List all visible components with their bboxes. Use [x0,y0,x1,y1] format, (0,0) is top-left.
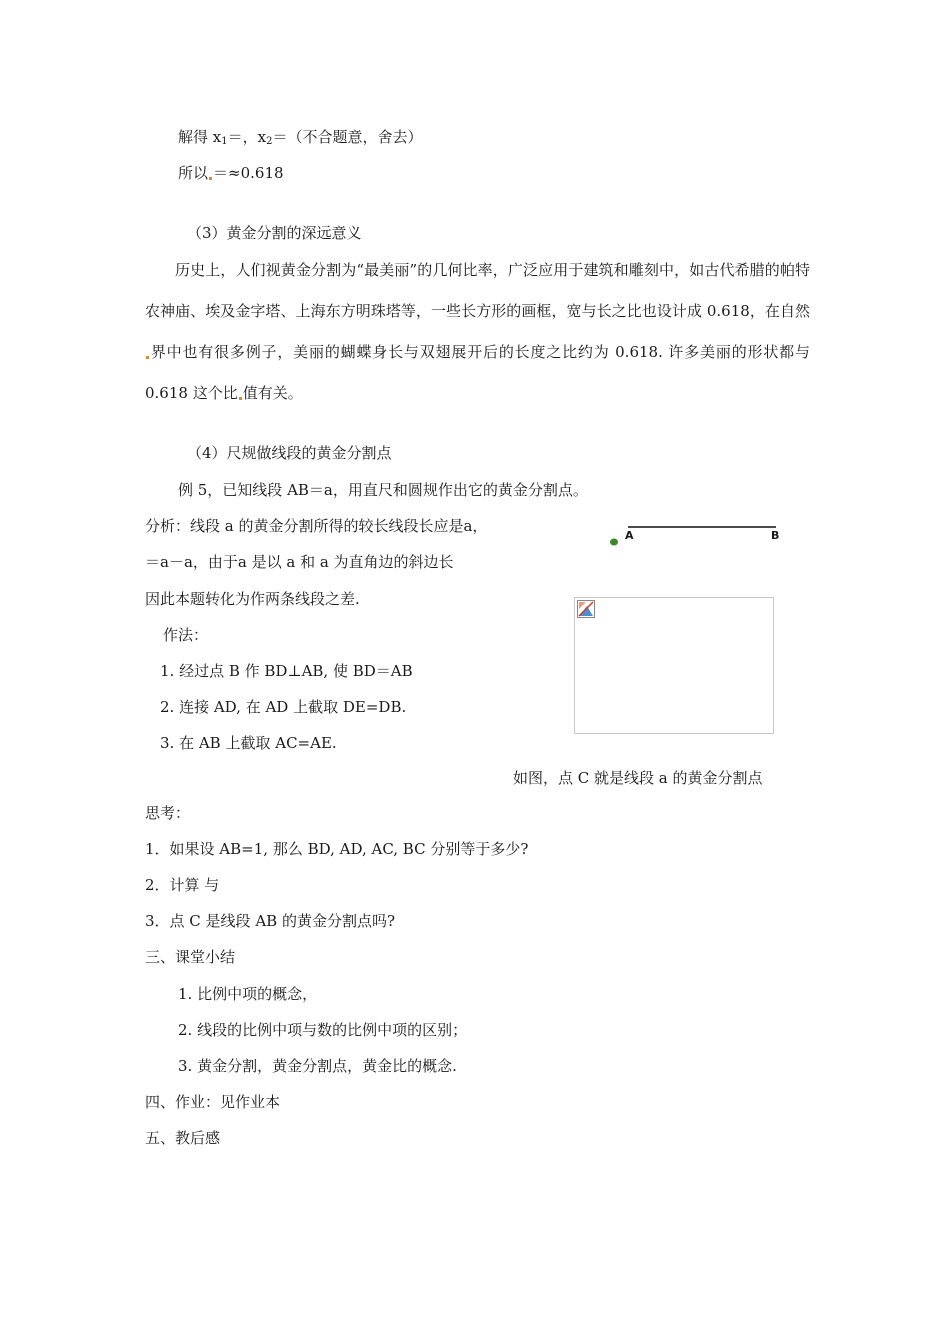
section-3-paragraph [145,250,810,414]
analysis-line-2: ＝a－a，由于a 是以 a 和 a 为直角边的斜边长 [145,553,454,571]
paragraph-text-1: 历史上，人们视黄金分割为“最美丽”的几何比率，广泛应用于建筑和雕刻中，如古代希腊的帕特农神庙、埃及金字塔、上海东方明珠塔等，一些长方形的画框，宽与长之比也设计成 0.618，在自然 [145,261,810,320]
method-title: 作法： [163,626,209,644]
method-step-3: 3. 在 AB 上截取 AC=AE. [160,734,337,752]
method-step-2: 2. 连接 AD, 在 AD 上截取 DE=DB. [160,698,407,716]
anchor-marker-icon [610,539,618,546]
example-5: 例 5，已知线段 AB＝a，用直尺和圆规作出它的黄金分割点。 [178,481,588,499]
figure-caption: 如图，点 C 就是线段 a 的黄金分割点 [513,769,763,787]
paragraph-text-3: 值有关。 [242,384,303,402]
anchor-marker-icon [239,397,242,400]
think-question-1: 1．如果设 AB=1, 那么 BD, AD, AC, BC 分别等于多少? [145,840,529,858]
solution-text-2: ＝，x [227,128,267,146]
section-3-title: （3）黄金分割的深远意义 [187,224,362,242]
think-question-2: 2．计算 与 [145,876,220,894]
segment-ab-figure [608,520,793,560]
think-question-3: 3．点 C 是线段 AB 的黄金分割点吗? [145,912,395,930]
section-4-title: （4）尺规做线段的黄金分割点 [187,444,392,462]
solution-text-3: ＝（不合题意，舍去） [272,128,423,146]
summary-item-2: 2. 线段的比例中项与数的比例中项的区别； [178,1021,468,1039]
solution-text-1: 解得 x [178,128,222,146]
think-title: 思考： [145,804,191,822]
reflection-line: 五、教后感 [145,1129,221,1147]
subscript-2: 2 [266,136,273,147]
broken-image-icon [577,600,595,618]
method-step-1: 1. 经过点 B 作 BD⊥AB, 使 BD＝AB [160,662,413,680]
paragraph-text-2: 界中也有很多例子，美丽的蝴蝶身长与双翅展开后的长度之比约为 0.618. 许多美丽的形状都与 0.618 这个比 [145,343,810,402]
figure-image-placeholder [574,597,774,734]
solution-line [178,126,422,153]
summary-title: 三、课堂小结 [145,948,236,966]
result-text-2: ＝≈0.618 [213,164,284,182]
result-text-1: 所以 [178,164,209,182]
homework-line: 四、作业：见作业本 [145,1093,281,1111]
anchor-marker-icon [209,177,212,180]
analysis-line-3: 因此本题转化为作两条线段之差. [145,590,360,608]
result-line [178,162,284,184]
analysis-line-1: 分析：线段 a 的黄金分割所得的较长线段长应是a， [145,517,488,535]
segment-ab-svg [608,520,793,560]
point-a-label: A [625,529,634,542]
point-b-label: B [771,529,780,542]
subscript-1: 1 [221,136,228,147]
summary-item-1: 1. 比例中项的概念， [178,985,318,1003]
anchor-marker-icon [146,356,149,359]
summary-item-3: 3. 黄金分割，黄金分割点，黄金比的概念. [178,1057,457,1075]
